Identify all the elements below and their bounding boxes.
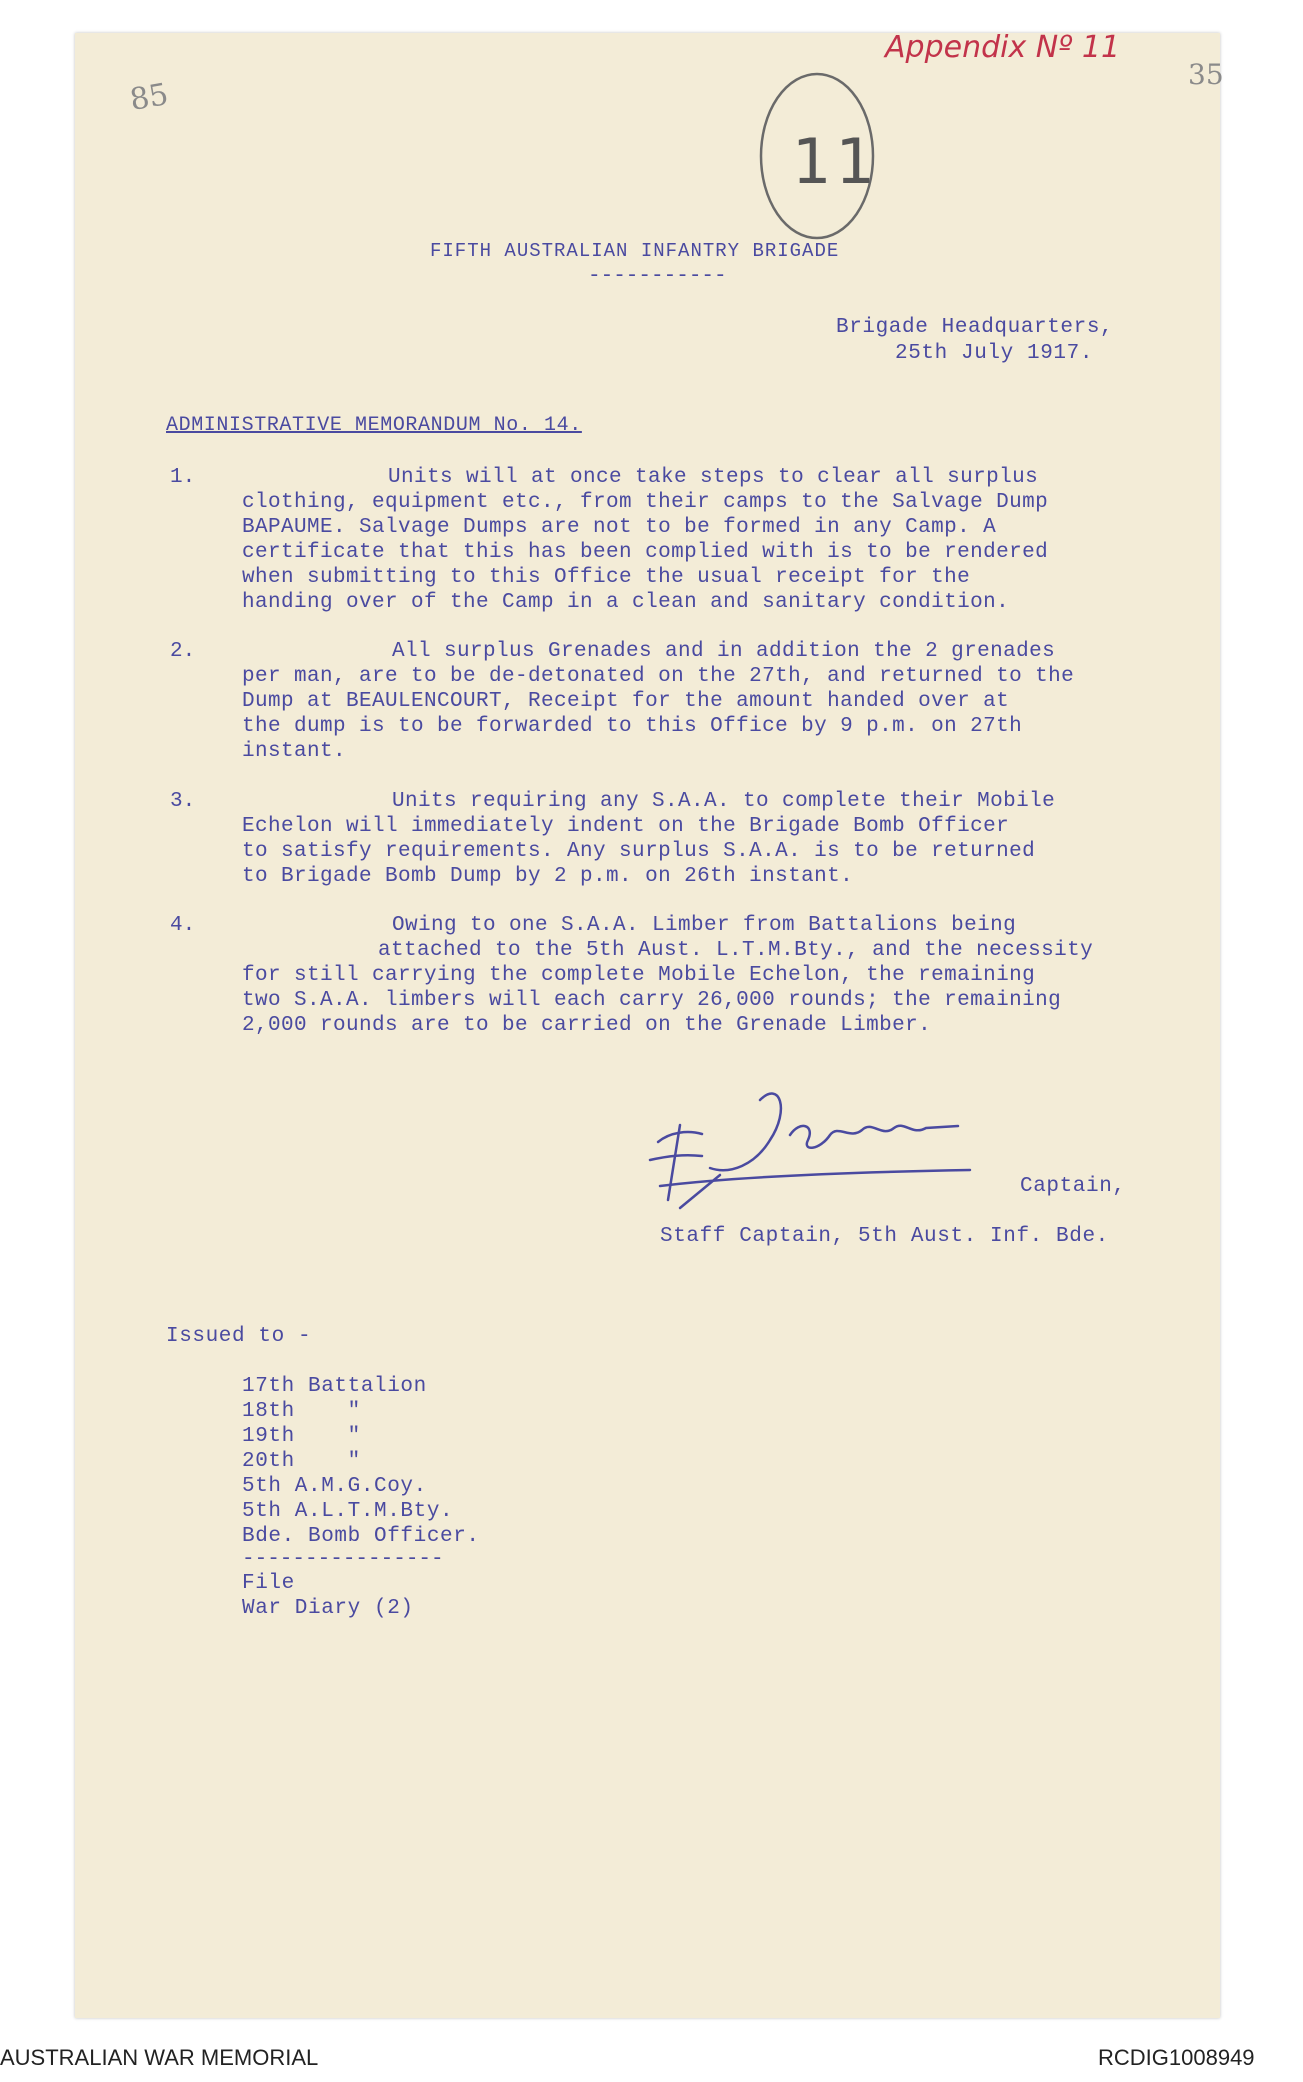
- distribution-recipient: 5th A.L.T.M.Bty.: [242, 1500, 454, 1523]
- paragraph-line: All surplus Grenades and in addition the 2 grenades: [392, 640, 1056, 663]
- paragraph-line: the dump is to be forwarded to this Office by 9 p.m. on 27th: [242, 715, 1023, 738]
- distribution-recipient: 19th ": [242, 1425, 361, 1448]
- paragraph-line: two S.A.A. limbers will each carry 26,000 rounds; the remaining: [242, 989, 1062, 1012]
- paragraph-line: Dump at BEAULENCOURT, Receipt for the amount handed over at: [242, 690, 1010, 713]
- paragraph-line: certificate that this has been complied with is to be rendered: [242, 541, 1049, 564]
- footer-institution: AUSTRALIAN WAR MEMORIAL: [0, 2045, 319, 2070]
- footer-catalog-id: RCDIG1008949: [1098, 2045, 1255, 2070]
- distribution-recipient: 18th ": [242, 1400, 361, 1423]
- pencil-page-number: 85: [127, 76, 171, 119]
- distribution-rule: ----------------: [242, 1548, 444, 1571]
- circled-number: 11: [792, 125, 879, 198]
- distribution-recipient: 5th A.M.G.Coy.: [242, 1475, 427, 1498]
- paragraph-line: when submitting to this Office the usual receipt for the: [242, 566, 971, 589]
- paragraph-number: 2.: [170, 640, 196, 663]
- paragraph-number: 4.: [170, 914, 196, 937]
- distribution-extra: War Diary (2): [242, 1597, 414, 1620]
- paragraph-line: Owing to one S.A.A. Limber from Battalions being: [392, 914, 1017, 937]
- paragraph-line: 2,000 rounds are to be carried on the Grenade Limber.: [242, 1014, 932, 1037]
- header-date: 25th July 1917.: [895, 342, 1094, 365]
- distribution-extra: File: [242, 1572, 295, 1595]
- paragraph-line: BAPAUME. Salvage Dumps are not to be formed in any Camp. A: [242, 516, 997, 539]
- signatory-rank: Captain,: [1020, 1175, 1126, 1198]
- paragraph-line: Units requiring any S.A.A. to complete their Mobile: [392, 790, 1056, 813]
- distribution-recipient: Bde. Bomb Officer.: [242, 1525, 480, 1548]
- distribution-recipient: 17th Battalion: [242, 1375, 427, 1398]
- paragraph-line: instant.: [242, 740, 347, 763]
- distribution-heading: Issued to -: [166, 1325, 312, 1348]
- paragraph-line: Echelon will immediately indent on the Brigade Bomb Officer: [242, 815, 1010, 838]
- memo-title: ADMINISTRATIVE MEMORANDUM No. 14.: [166, 414, 582, 437]
- header-location: Brigade Headquarters,: [836, 316, 1114, 339]
- handwritten-signature: [640, 1080, 990, 1210]
- brigade-title: FIFTH AUSTRALIAN INFANTRY BRIGADE: [430, 240, 840, 262]
- signatory-appointment: Staff Captain, 5th Aust. Inf. Bde.: [660, 1225, 1109, 1248]
- paragraph-line: for still carrying the complete Mobile Echelon, the remaining: [242, 964, 1036, 987]
- paragraph-number: 3.: [170, 790, 196, 813]
- paragraph-number: 1.: [170, 466, 196, 489]
- paragraph-line: attached to the 5th Aust. L.T.M.Bty., and the necessity: [378, 939, 1094, 962]
- folio-number: 35: [1188, 58, 1224, 91]
- paragraph-line: to satisfy requirements. Any surplus S.A.A. is to be returned: [242, 840, 1036, 863]
- appendix-annotation: Appendix Nº 11: [885, 30, 1121, 65]
- paragraph-line: Units will at once take steps to clear all surplus: [388, 466, 1039, 489]
- distribution-recipient: 20th ": [242, 1450, 361, 1473]
- title-rule: -----------: [588, 265, 727, 288]
- paragraph-line: to Brigade Bomb Dump by 2 p.m. on 26th instant.: [242, 865, 854, 888]
- paragraph-line: per man, are to be de-detonated on the 27th, and returned to the: [242, 665, 1075, 688]
- paragraph-line: clothing, equipment etc., from their camps to the Salvage Dump: [242, 491, 1049, 514]
- paragraph-line: handing over of the Camp in a clean and sanitary condition.: [242, 591, 1010, 614]
